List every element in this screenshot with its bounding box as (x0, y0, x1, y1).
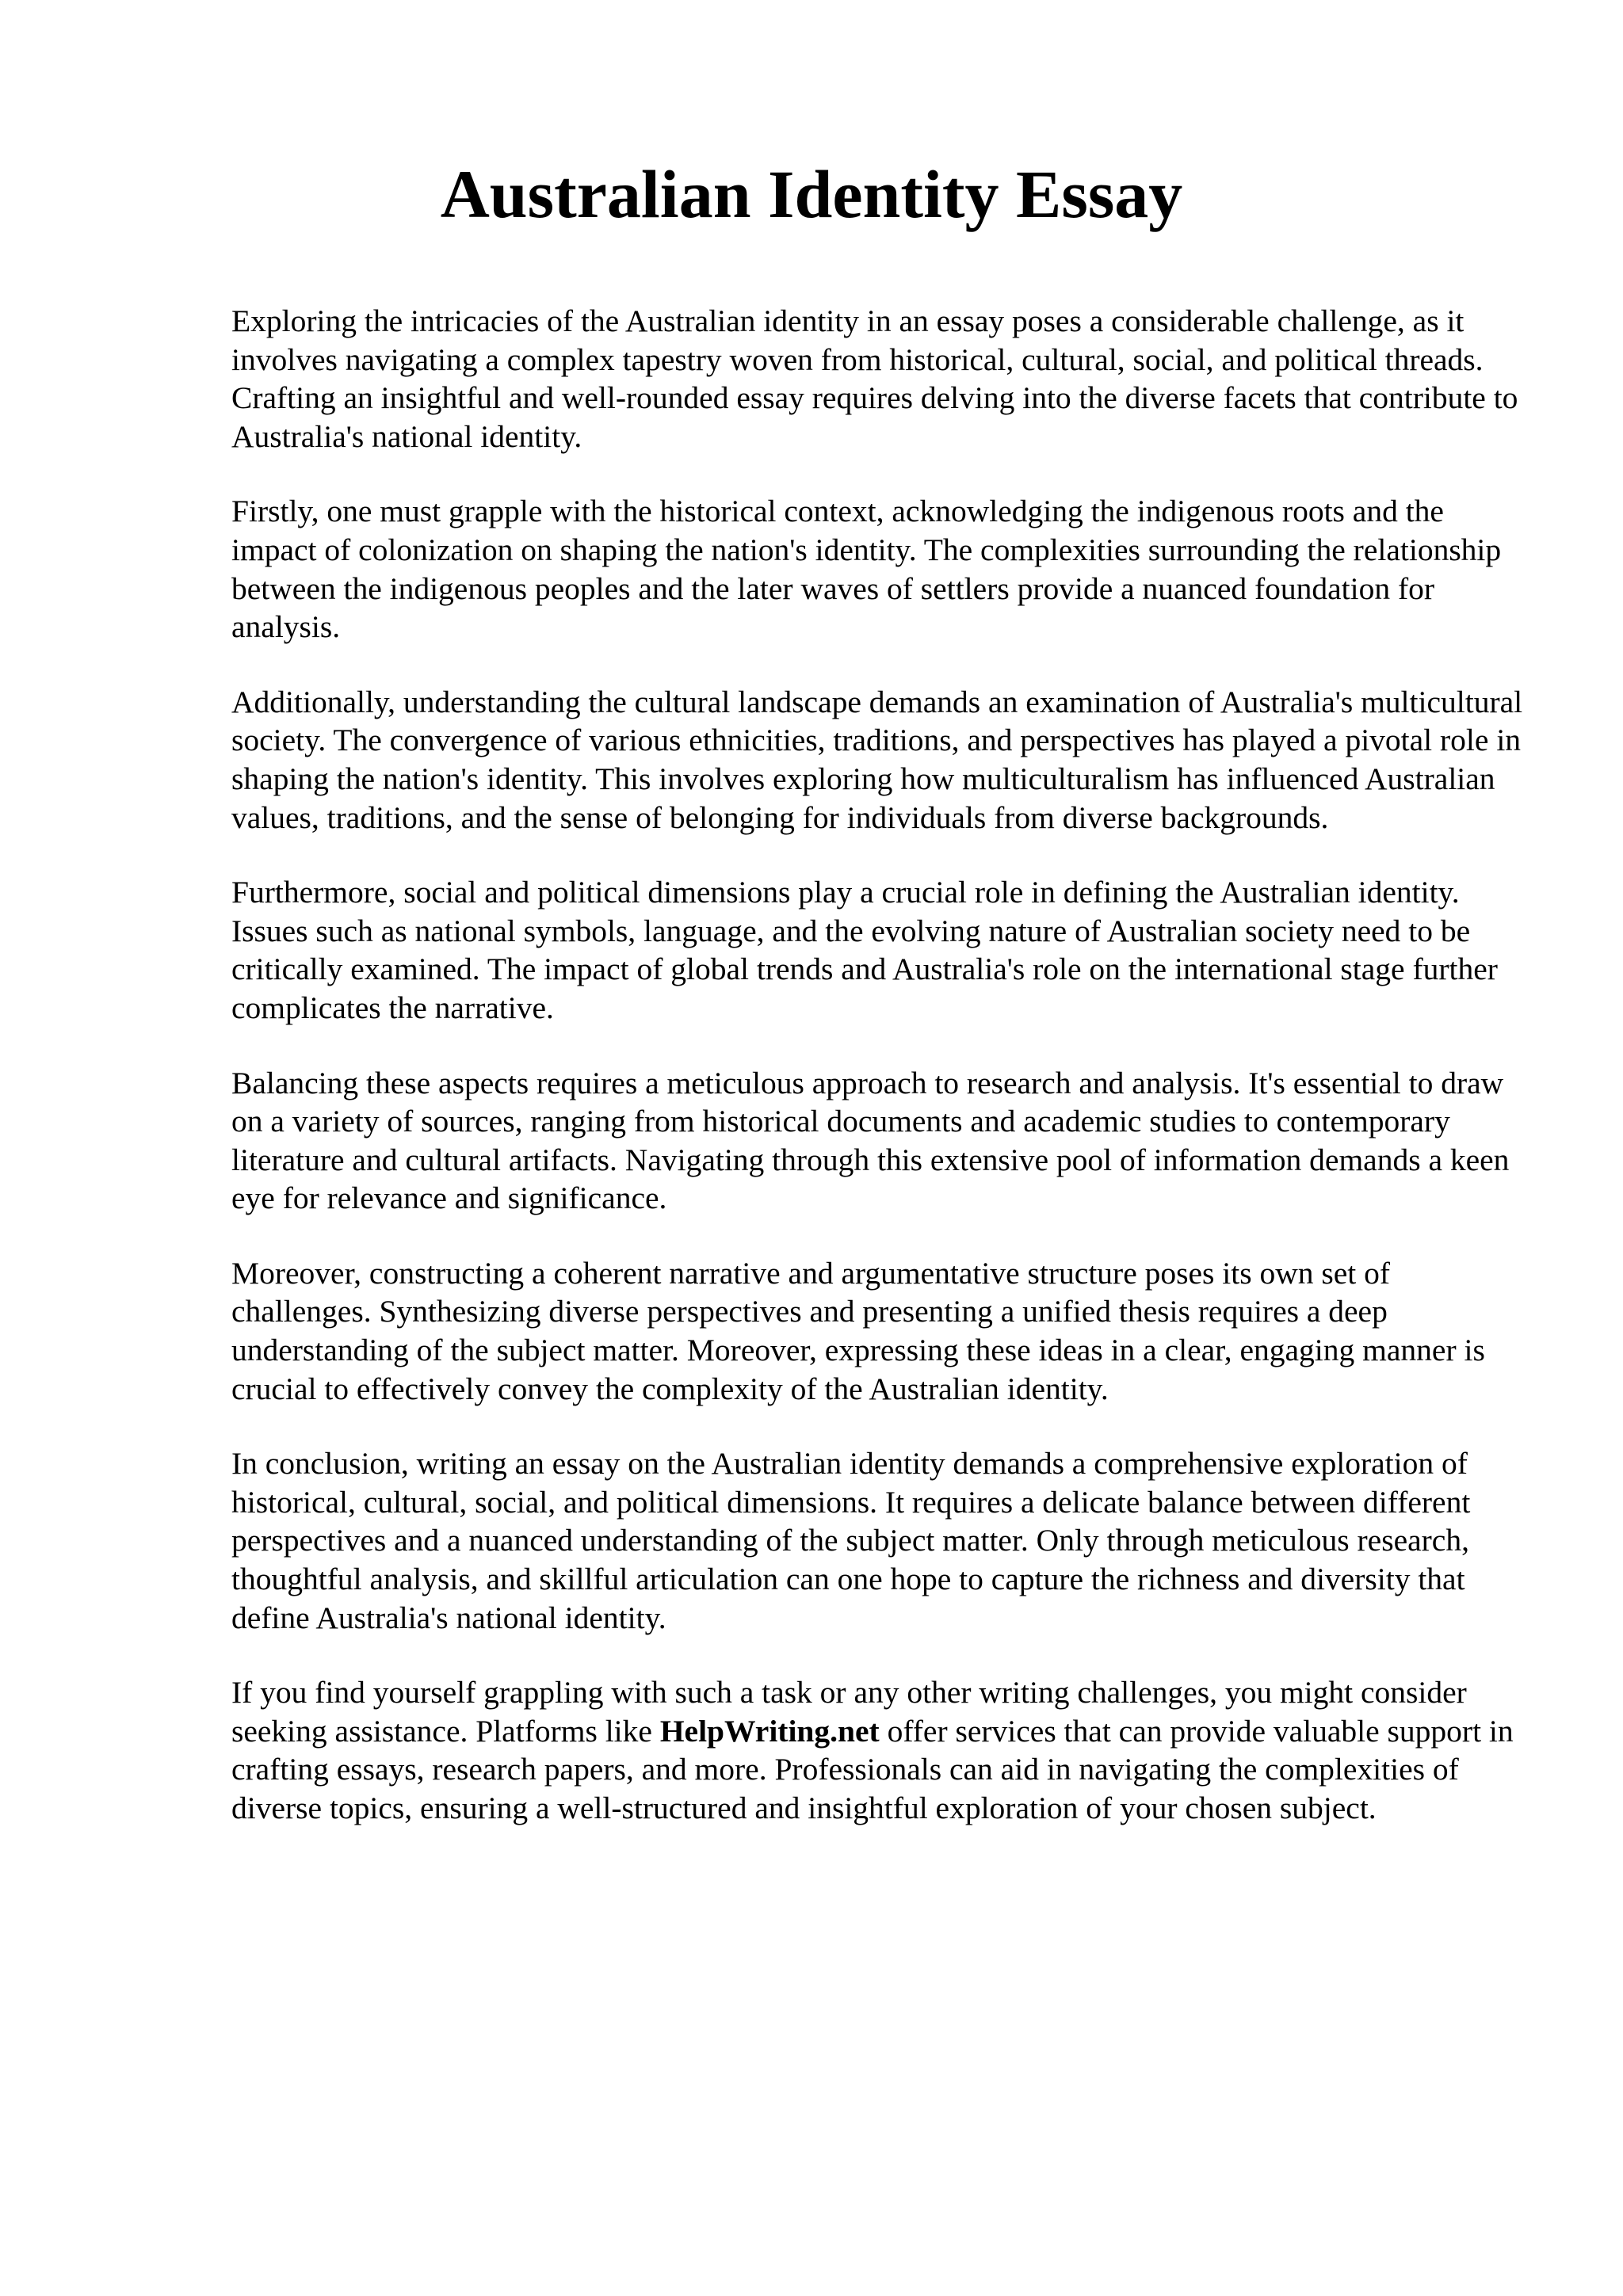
paragraph-conclusion: In conclusion, writing an essay on the Australian identity demands a comprehensive exploration of historical, cultural, social, and political dimensions. It requires a delicate balance between different perspectives and a nuanced understanding of the subject matter. Only through meticulous research, thoughtful analysis, and skillful articulation can one hope to capture the richness and diversity that define Australia's national identity. (231, 1446, 1471, 1635)
essay-body (231, 302, 1531, 1864)
closing-text-before: If you find yourself grappling with such a task or any other writing challenges, you might consider seeking assistance. Platforms like (231, 1675, 1467, 1749)
paragraph-historical-context: Firstly, one must grapple with the historical context, acknowledging the indigenous roots and the impact of colonization on shaping the nation's identity. The complexities surrounding the relationship between the indigenous peoples and the later waves of settlers provide a nuanced foundation for analysis. (231, 494, 1502, 645)
paragraph-closing (231, 1673, 1531, 1827)
document-title: Australian Identity Essay (440, 156, 1183, 232)
brand-name: HelpWriting.net (659, 1713, 880, 1749)
paragraph-intro: Exploring the intricacies of the Australian identity in an essay poses a considerable challenge, as it involves navigating a complex tapestry woven from historical, cultural, social, and political threads. Crafting an insightful and well-rounded essay requires delving into the diverse facets that contribute to Australia's national identity. (231, 303, 1518, 454)
paragraph-research-balance: Balancing these aspects requires a meticulous approach to research and analysis. It's essential to draw on a variety of sources, ranging from historical documents and academic studies to contemporary literature and cultural artifacts. Navigating through this extensive pool of information demands a keen eye for relevance and significance. (231, 1065, 1510, 1216)
paragraph-narrative-structure: Moreover, constructing a coherent narrative and argumentative structure poses its own set of challenges. Synthesizing diverse perspectives and presenting a unified thesis requires a deep understanding of the subject matter. Moreover, expressing these ideas in a clear, engaging manner is crucial to effectively convey the complexity of the Australian identity. (231, 1255, 1485, 1406)
paragraph-cultural-landscape: Additionally, understanding the cultural landscape demands an examination of Australia's multicultural society. The convergence of various ethnicities, traditions, and perspectives has played a pivotal role in shaping the nation's identity. This involves exploring how multiculturalism has influenced Australian values, traditions, and the sense of belonging for individuals from diverse backgrounds. (231, 684, 1523, 835)
paragraph-social-political: Furthermore, social and political dimensions play a crucial role in defining the Australian identity. Issues such as national symbols, language, and the evolving nature of Australian society need to be critically examined. The impact of global trends and Australia's role on the international stage further complicates the narrative. (231, 875, 1498, 1025)
closing-text-after: offer services that can provide valuable support in crafting essays, research papers, and more. Professionals can aid in navigating the complexities of diverse topics, ensuring a well-structured and insightful exploration of your chosen subject. (231, 1713, 1514, 1825)
